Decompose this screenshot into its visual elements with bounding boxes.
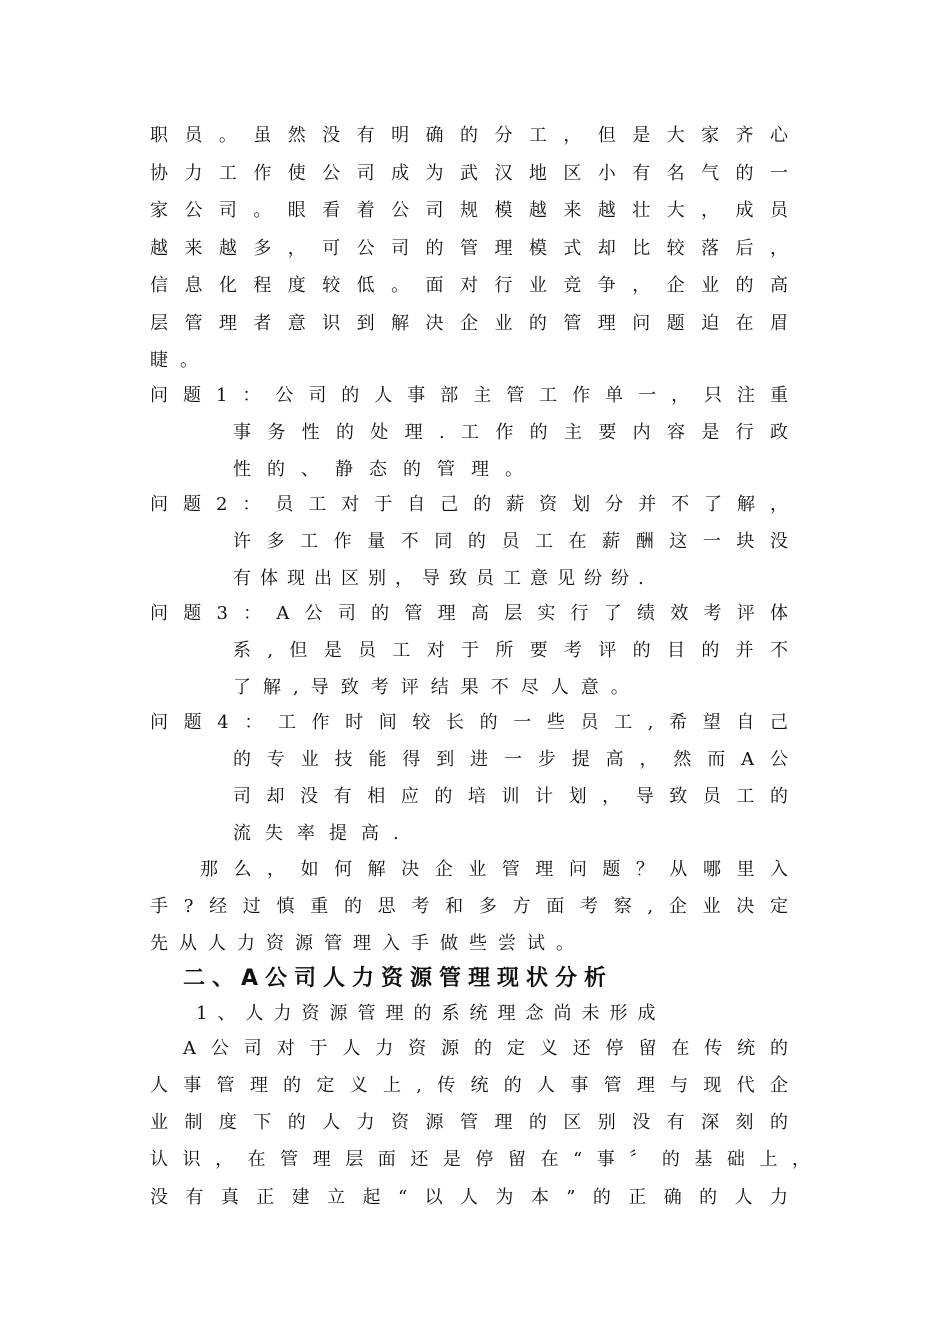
- paragraph-line: 职员。虽然没有明确的分工，但是大家齐心: [150, 125, 788, 146]
- paragraph-line: 先从人力资源管理入手做些尝试。: [150, 933, 585, 954]
- problem-3-line: 了解,导致考评结果不尽人意。: [233, 677, 641, 698]
- paragraph-line: 认识，在管理层面还是停留在“事〞的基础上，: [150, 1149, 810, 1170]
- paragraph-line: 协力工作使公司成为武汉地区小有名气的一: [150, 163, 788, 184]
- problem-4-line: 流失率提高.: [233, 823, 413, 844]
- paragraph-line: 信息化程度较低。面对行业竞争，企业的高: [150, 275, 788, 296]
- paragraph-line: A公司对于人力资源的定义还停留在传统的: [183, 1038, 788, 1059]
- paragraph-line: 业制度下的人力资源管理的区别没有深刻的: [150, 1112, 788, 1133]
- problem-2-line: 有体现出区别，导致员工意见纷纷.: [233, 568, 653, 589]
- subsection-heading: 1、人力资源管理的系统理念尚未形成: [196, 1003, 666, 1024]
- problem-2-line: 许多工作量不同的员工在薪酬这一块没: [233, 531, 788, 552]
- problem-3-line: 系,但是员工对于所要考评的目的并不: [233, 640, 788, 661]
- paragraph-line: 那么，如何解决企业管理问题？从哪里入: [200, 859, 788, 880]
- paragraph-line: 睫。: [150, 350, 210, 371]
- problem-2-line: 问题2：员工对于自己的薪资划分并不了解，: [150, 494, 788, 515]
- paragraph-line: 层管理者意识到解决企业的管理问题迫在眉: [150, 313, 788, 334]
- problem-4-line: 的专业技能得到进一步提高，然而A公: [233, 749, 788, 770]
- paragraph-line: 家公司。眼看着公司规模越来越壮大，成员: [150, 200, 788, 221]
- problem-1-line: 事务性的处理.工作的主要内容是行政: [233, 422, 788, 443]
- problem-4-line: 问题4：工作时间较长的一些员工,希望自己: [150, 712, 788, 733]
- problem-4-line: 司却没有相应的培训计划，导致员工的: [233, 786, 788, 807]
- problem-3-line: 问题3：A公司的管理高层实行了绩效考评体: [150, 603, 788, 624]
- section-heading: 二、A公司人力资源管理现状分析: [183, 966, 614, 991]
- problem-1-line: 性的、静态的管理。: [233, 459, 539, 480]
- problem-1-line: 问题1：公司的人事部主管工作单一，只注重: [150, 385, 788, 406]
- paragraph-line: 手?经过慎重的思考和多方面考察,企业决定: [150, 896, 788, 917]
- paragraph-line: 人事管理的定义上,传统的人事管理与现代企: [150, 1075, 788, 1096]
- paragraph-line: 越来越多，可公司的管理模式却比较落后，: [150, 238, 788, 259]
- paragraph-line: 没有真正建立起“以人为本”的正确的人力: [150, 1187, 788, 1208]
